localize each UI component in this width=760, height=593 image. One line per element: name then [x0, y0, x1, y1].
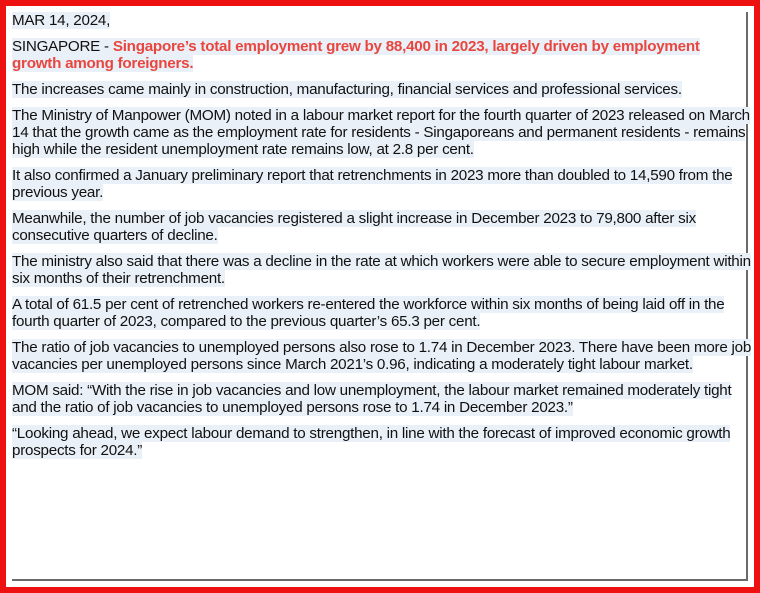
lead-wrap: [12, 38, 700, 72]
paragraph-text: MOM said: “With the rise in job vacancies and low unemployment, the labour market remained moderately tight and the ratio of job vacancies to unemployed persons rose to 1.74 in December 2023.”: [12, 382, 732, 416]
paragraph-2: [12, 107, 752, 158]
date-text: MAR 14, 2024,: [12, 12, 111, 29]
article-date: [12, 12, 752, 29]
dateline: SINGAPORE -: [12, 38, 113, 55]
paragraph-5: [12, 253, 752, 287]
paragraph-3: [12, 167, 752, 201]
paragraph-text: The ministry also said that there was a decline in the rate at which workers were able to secure employment within six months of their retrenchment.: [12, 253, 751, 287]
paragraph-text: The increases came mainly in construction, manufacturing, financial services and professional services.: [12, 81, 682, 98]
paragraph-text: Meanwhile, the number of job vacancies registered a slight increase in December 2023 to 79,800 after six consecutive quarters of decline.: [12, 210, 696, 244]
paragraph-text: The ratio of job vacancies to unemployed persons also rose to 1.74 in December 2023. There have been more job vacancies per unemployed persons since March 2021’s 0.96, indicating a moderately tight labour market.: [12, 339, 752, 373]
paragraph-text: The Ministry of Manpower (MOM) noted in a labour market report for the fourth quarter of 2023 released on March 14 that the growth came as the employment rate for residents - Singaporeans and permanent residents - remains high while the resident unemployment rate remains low, at 2.8 per cent.: [12, 107, 750, 158]
paragraph-text: “Looking ahead, we expect labour demand to strengthen, in line with the forecast of improved economic growth prospects for 2024.”: [12, 425, 731, 459]
paragraph-text: It also confirmed a January preliminary report that retrenchments in 2023 more than doubled to 14,590 from the previous year.: [12, 167, 733, 201]
paragraph-8: [12, 382, 752, 416]
paragraph-text: A total of 61.5 per cent of retrenched workers re-entered the workforce within six months of being laid off in the fourth quarter of 2023, compared to the previous quarter’s 65.3 per cent.: [12, 296, 725, 330]
paragraph-4: [12, 210, 752, 244]
paragraph-7: [12, 339, 752, 373]
paragraph-1: [12, 81, 752, 98]
article-body: [12, 12, 752, 468]
lead-highlight: Singapore’s total employment grew by 88,400 in 2023, largely driven by employment growth among foreigners.: [12, 38, 700, 72]
lead-paragraph: [12, 38, 752, 72]
paragraph-6: [12, 296, 752, 330]
paragraph-9: [12, 425, 752, 459]
